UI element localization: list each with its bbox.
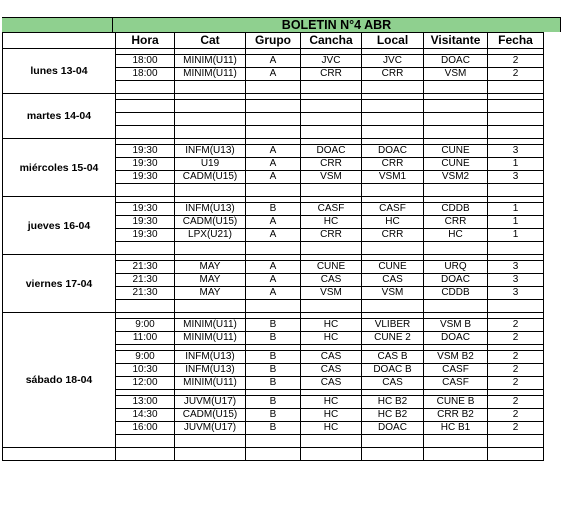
cell-court: CAS [301,274,362,287]
header-home: Local [362,33,424,49]
cell-visitor: CUNE [424,145,488,158]
cell-group: A [246,171,301,184]
cell-time [116,448,175,461]
cell-category: INFM(U13) [175,364,246,377]
header-round: Fecha [488,33,544,49]
cell-group [246,126,301,139]
cell-round: 2 [488,332,544,345]
cell-category: U19 [175,158,246,171]
cell-visitor [424,242,488,255]
cell-court [301,100,362,113]
cell-group: B [246,351,301,364]
cell-visitor [424,81,488,94]
header-row [3,33,544,49]
cell-home [362,300,424,313]
cell-group [246,242,301,255]
bulletin-title: BOLETIN N°4 ABR [112,17,561,32]
day-label: viernes 17-04 [3,255,116,313]
cell-category: JUVM(U17) [175,422,246,435]
cell-category: MINIM(U11) [175,68,246,81]
cell-court: CRR [301,158,362,171]
cell-group: A [246,216,301,229]
title-spacer [3,17,544,33]
cell-court: HC [301,422,362,435]
cell-round: 3 [488,145,544,158]
cell-group [246,448,301,461]
cell-time [116,100,175,113]
cell-court [301,435,362,448]
cell-category: MINIM(U11) [175,332,246,345]
cell-time: 18:00 [116,68,175,81]
cell-time: 11:00 [116,332,175,345]
cell-court: VSM [301,287,362,300]
cell-category: INFM(U13) [175,203,246,216]
cell-home [362,126,424,139]
cell-home [362,100,424,113]
cell-court [301,300,362,313]
cell-home [362,242,424,255]
cell-group: B [246,319,301,332]
cell-category [175,81,246,94]
cell-home: CRR [362,158,424,171]
cell-round [488,113,544,126]
cell-time: 14:30 [116,409,175,422]
cell-category: LPX(U21) [175,229,246,242]
cell-time: 10:30 [116,364,175,377]
cell-home: CUNE 2 [362,332,424,345]
cell-round [488,435,544,448]
cell-group: A [246,68,301,81]
cell-court: HC [301,409,362,422]
cell-time: 19:30 [116,145,175,158]
cell-time: 18:00 [116,55,175,68]
cell-court: HC [301,396,362,409]
day-label: lunes 13-04 [3,49,116,94]
cell-home: CAS [362,274,424,287]
cell-round: 2 [488,422,544,435]
cell-round: 2 [488,351,544,364]
cell-visitor: HC [424,229,488,242]
cell-time: 9:00 [116,351,175,364]
cell-time: 21:30 [116,261,175,274]
header-group: Grupo [246,33,301,49]
day-label: martes 14-04 [3,94,116,139]
cell-category: MAY [175,261,246,274]
cell-court: VSM [301,171,362,184]
cell-visitor: DOAC [424,55,488,68]
cell-home: DOAC [362,422,424,435]
header-visitor: Visitante [424,33,488,49]
cell-time: 12:00 [116,377,175,390]
cell-group: B [246,396,301,409]
cell-time: 19:30 [116,216,175,229]
cell-home: CAS [362,377,424,390]
cell-group: A [246,55,301,68]
cell-round: 3 [488,274,544,287]
day-label: jueves 16-04 [3,197,116,255]
cell-home: VLIBER [362,319,424,332]
cell-round: 2 [488,364,544,377]
cell-court: HC [301,332,362,345]
cell-court: CAS [301,377,362,390]
cell-category [175,300,246,313]
cell-visitor [424,100,488,113]
cell-group: A [246,287,301,300]
cell-time: 21:30 [116,274,175,287]
cell-court [301,184,362,197]
day-label: sábado 18-04 [3,313,116,448]
cell-group: A [246,261,301,274]
cell-time [116,126,175,139]
cell-court [301,448,362,461]
cell-time: 13:00 [116,396,175,409]
cell-category: JUVM(U17) [175,396,246,409]
cell-home [362,448,424,461]
cell-court [301,113,362,126]
cell-home: DOAC [362,145,424,158]
cell-time [116,435,175,448]
cell-visitor: CASF [424,364,488,377]
spacer-row [3,448,544,461]
cell-visitor [424,113,488,126]
cell-home: VSM1 [362,171,424,184]
cell-group: B [246,203,301,216]
schedule-table [2,17,544,461]
cell-time: 9:00 [116,319,175,332]
cell-visitor: CDDB [424,203,488,216]
cell-court: CUNE [301,261,362,274]
cell-round [488,448,544,461]
cell-round: 2 [488,377,544,390]
cell-category [175,435,246,448]
cell-visitor [424,435,488,448]
cell-round: 2 [488,68,544,81]
cell-visitor: CDDB [424,287,488,300]
cell-category: MINIM(U11) [175,377,246,390]
cell-home: JVC [362,55,424,68]
cell-home: HC B2 [362,396,424,409]
cell-visitor: CRR [424,216,488,229]
cell-round: 3 [488,261,544,274]
cell-round: 1 [488,158,544,171]
cell-round: 3 [488,287,544,300]
cell-court: CASF [301,203,362,216]
cell-category: INFM(U13) [175,351,246,364]
cell-category: MINIM(U11) [175,319,246,332]
cell-visitor: CASF [424,377,488,390]
cell-category [175,242,246,255]
cell-court: DOAC [301,145,362,158]
cell-court [301,81,362,94]
cell-visitor [424,184,488,197]
cell-time [116,242,175,255]
cell-time [116,113,175,126]
cell-group [246,113,301,126]
cell-time: 21:30 [116,287,175,300]
cell-group [246,300,301,313]
cell-home: CAS B [362,351,424,364]
day-label: miércoles 15-04 [3,139,116,197]
cell-group: B [246,422,301,435]
cell-court: HC [301,216,362,229]
cell-round: 1 [488,229,544,242]
day-label [3,448,116,461]
header-time: Hora [116,33,175,49]
cell-home: CUNE [362,261,424,274]
cell-court: CAS [301,364,362,377]
cell-category: CADM(U15) [175,216,246,229]
cell-visitor: URQ [424,261,488,274]
cell-round: 2 [488,409,544,422]
cell-round: 1 [488,203,544,216]
cell-home: DOAC B [362,364,424,377]
cell-category [175,100,246,113]
cell-group: B [246,364,301,377]
cell-visitor: HC B1 [424,422,488,435]
cell-round: 2 [488,396,544,409]
cell-home: HC B2 [362,409,424,422]
cell-category [175,448,246,461]
cell-court: CRR [301,229,362,242]
cell-group [246,100,301,113]
cell-home: CRR [362,68,424,81]
cell-court [301,126,362,139]
cell-court: HC [301,319,362,332]
cell-time: 19:30 [116,158,175,171]
cell-home: CASF [362,203,424,216]
cell-time [116,184,175,197]
cell-time [116,300,175,313]
cell-visitor: CUNE B [424,396,488,409]
header-court: Cancha [301,33,362,49]
cell-category: MAY [175,274,246,287]
cell-group [246,81,301,94]
cell-group: A [246,229,301,242]
cell-round: 3 [488,171,544,184]
cell-visitor: VSM B2 [424,351,488,364]
cell-round: 2 [488,319,544,332]
cell-category [175,113,246,126]
cell-group: A [246,274,301,287]
cell-court: CRR [301,68,362,81]
cell-home [362,81,424,94]
cell-visitor: CRR B2 [424,409,488,422]
cell-group: A [246,158,301,171]
cell-visitor [424,300,488,313]
cell-home: HC [362,216,424,229]
cell-category [175,126,246,139]
cell-round [488,184,544,197]
cell-round [488,242,544,255]
cell-home [362,184,424,197]
cell-visitor: VSM2 [424,171,488,184]
cell-home: CRR [362,229,424,242]
cell-home: VSM [362,287,424,300]
cell-court: CAS [301,351,362,364]
cell-group: B [246,377,301,390]
cell-round [488,300,544,313]
cell-time: 19:30 [116,203,175,216]
header-day [3,33,116,49]
cell-visitor: VSM [424,68,488,81]
cell-round [488,81,544,94]
cell-group: B [246,332,301,345]
cell-category: MAY [175,287,246,300]
cell-visitor: DOAC [424,332,488,345]
cell-visitor: CUNE [424,158,488,171]
header-category: Cat [175,33,246,49]
cell-category [175,184,246,197]
cell-home [362,113,424,126]
cell-category: INFM(U13) [175,145,246,158]
cell-category: MINIM(U11) [175,55,246,68]
cell-home [362,435,424,448]
cell-visitor [424,448,488,461]
cell-court: JVC [301,55,362,68]
cell-group [246,435,301,448]
cell-court [301,242,362,255]
cell-visitor: VSM B [424,319,488,332]
cell-group: A [246,145,301,158]
cell-time: 19:30 [116,229,175,242]
cell-visitor [424,126,488,139]
cell-round [488,100,544,113]
cell-round: 1 [488,216,544,229]
cell-category: CADM(U15) [175,171,246,184]
cell-round [488,126,544,139]
cell-visitor: DOAC [424,274,488,287]
cell-time [116,81,175,94]
cell-category: CADM(U15) [175,409,246,422]
cell-group [246,184,301,197]
cell-group: B [246,409,301,422]
cell-time: 19:30 [116,171,175,184]
cell-time: 16:00 [116,422,175,435]
cell-round: 2 [488,55,544,68]
